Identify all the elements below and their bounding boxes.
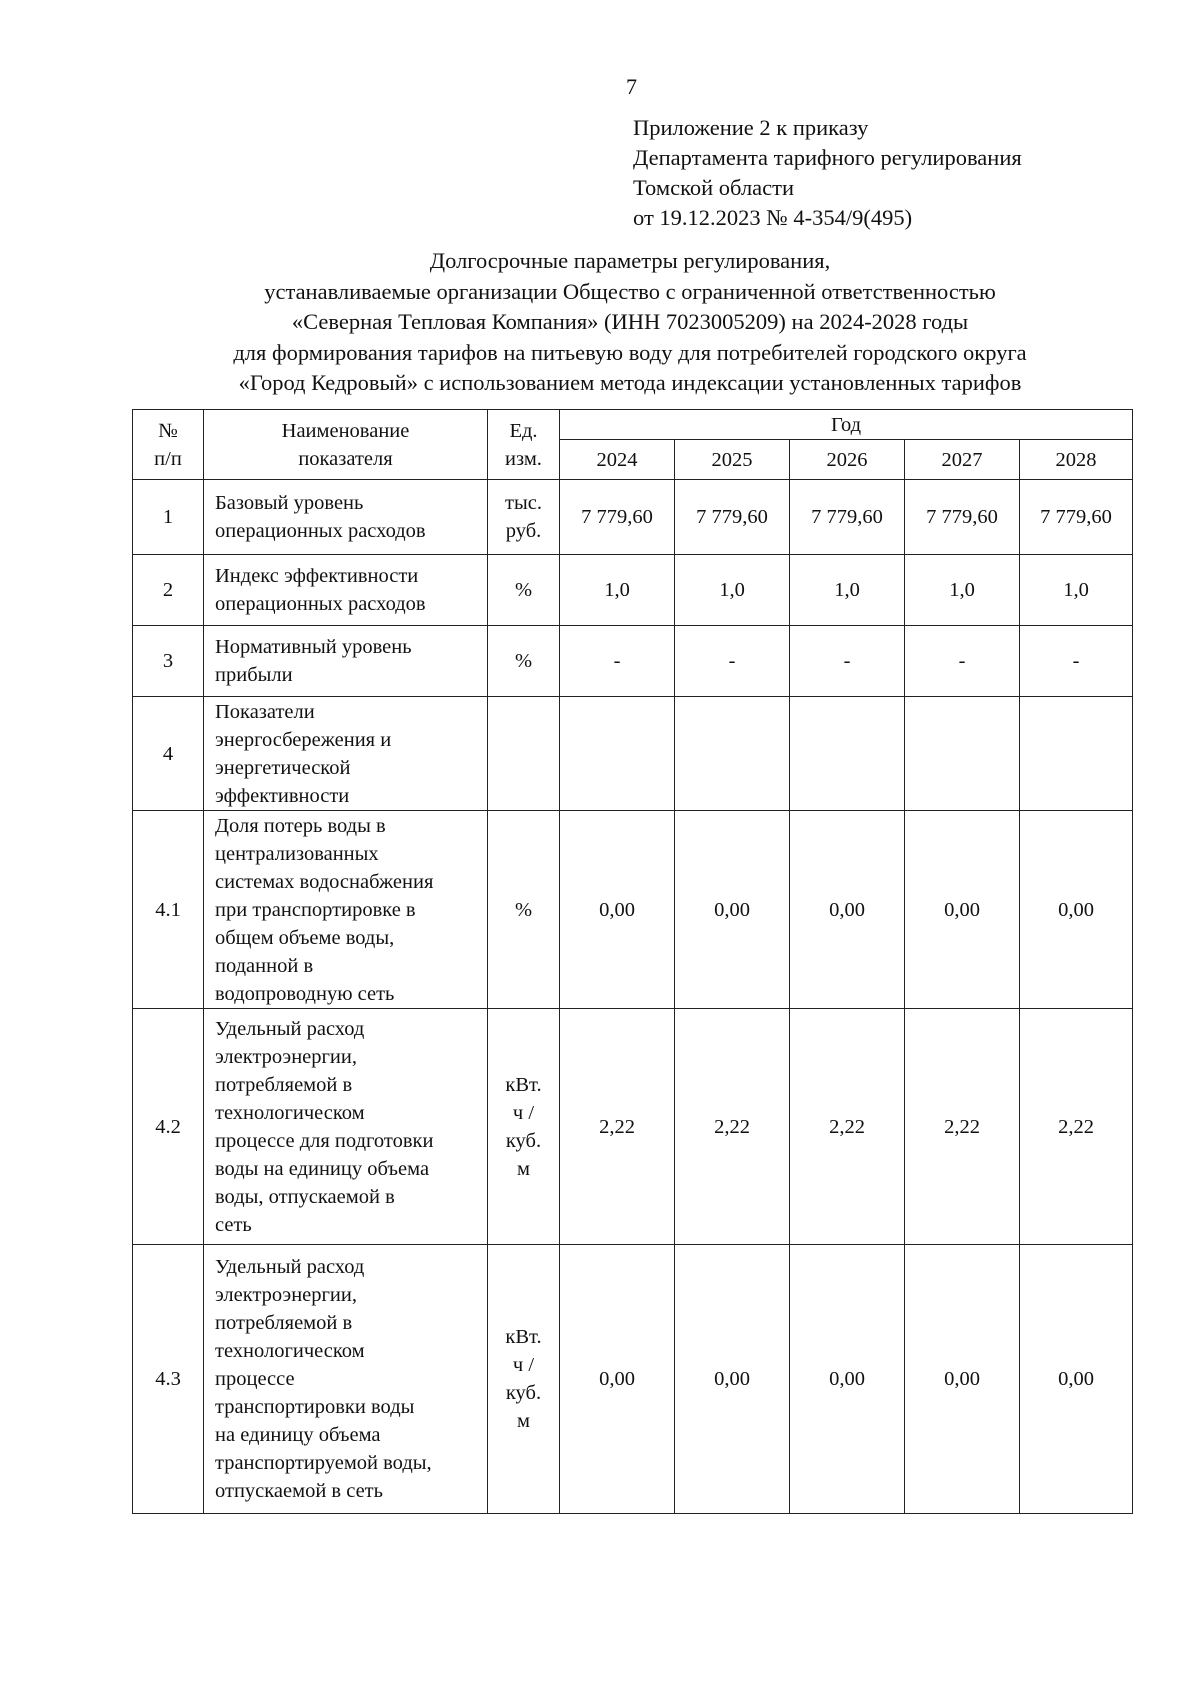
indicator-name-line: электроэнергии, <box>215 1284 357 1306</box>
value-cell <box>905 697 1020 811</box>
indicator-name <box>204 697 488 811</box>
value-cell: 1,0 <box>675 555 790 626</box>
value-cell: 2,22 <box>1020 1009 1133 1245</box>
unit-line: куб. <box>505 1129 542 1152</box>
row-number: 4.3 <box>133 1245 204 1514</box>
unit-line: куб. <box>505 1382 542 1404</box>
indicator-name-line: операционных расходов <box>215 520 426 542</box>
header-unit <box>488 410 560 480</box>
unit-line: тыс. <box>505 492 542 514</box>
value-cell: - <box>905 626 1020 697</box>
value-cell: 0,00 <box>790 811 905 1009</box>
indicator-name-line: Нормативный уровень <box>215 636 412 658</box>
unit-cell <box>488 1245 560 1514</box>
header-name <box>204 410 488 480</box>
indicator-name-line: на единицу объема <box>215 1424 381 1446</box>
indicator-name-line: процессе для подготовки <box>215 1129 434 1152</box>
indicator-name-line: централизованных <box>215 842 379 865</box>
row-number: 4 <box>133 697 204 811</box>
header-year: 2027 <box>905 440 1020 480</box>
table-row <box>133 1009 1133 1245</box>
indicator-name-line: Показатели <box>215 700 315 723</box>
indicator-name-line: эффективности <box>215 784 350 807</box>
indicator-name-line: энергетической <box>215 756 351 779</box>
table-row <box>133 626 1133 697</box>
unit-line: % <box>514 898 533 921</box>
value-cell: 7 779,60 <box>560 480 675 555</box>
indicator-name-line: операционных расходов <box>215 593 426 615</box>
indicator-name <box>204 555 488 626</box>
header-unit-line: изм. <box>505 447 542 470</box>
value-cell <box>1020 697 1133 811</box>
indicator-name <box>204 1009 488 1245</box>
unit-cell <box>488 811 560 1009</box>
indicator-name-line: воды на единицу объема <box>215 1157 430 1180</box>
title-line: для формирования тарифов на питьевую воду для потребителей городского округа <box>233 339 1027 365</box>
value-cell: 0,00 <box>905 1245 1020 1514</box>
value-cell: 0,00 <box>560 1245 675 1514</box>
row-number: 4.1 <box>133 811 204 1009</box>
header-name-line: Наименование <box>281 419 410 442</box>
value-cell: 0,00 <box>1020 811 1133 1009</box>
indicator-name-line: сеть <box>215 1213 252 1236</box>
value-cell: 2,22 <box>560 1009 675 1245</box>
indicator-name-line: энергосбережения и <box>215 728 392 751</box>
indicator-name-line: транспортировки воды <box>215 1396 415 1418</box>
header-year: 2028 <box>1020 440 1133 480</box>
document-title <box>120 246 1140 399</box>
unit-cell <box>488 626 560 697</box>
value-cell: 2,22 <box>675 1009 790 1245</box>
indicator-name-line: отпускаемой в сеть <box>215 1480 383 1502</box>
unit-line: ч / <box>512 1101 535 1124</box>
unit-line: ч / <box>512 1354 535 1376</box>
indicator-name-line: поданной в <box>215 954 314 977</box>
indicator-name <box>204 811 488 1009</box>
indicator-name <box>204 1245 488 1514</box>
value-cell: 1,0 <box>1020 555 1133 626</box>
unit-line: % <box>514 650 533 672</box>
table-row <box>133 555 1133 626</box>
indicator-name-line: потребляемой в <box>215 1073 353 1096</box>
value-cell: 7 779,60 <box>1020 480 1133 555</box>
appendix-line: от 19.12.2023 № 4-354/9(495) <box>633 205 913 230</box>
indicator-name-line: при транспортировке в <box>215 898 416 921</box>
header-num <box>133 410 204 480</box>
value-cell: 0,00 <box>905 811 1020 1009</box>
value-cell: 0,00 <box>560 811 675 1009</box>
title-line: «Северная Тепловая Компания» (ИНН 7023005209) на 2024-2028 годы <box>291 309 969 334</box>
header-name-line: показателя <box>298 447 393 470</box>
row-number: 4.2 <box>133 1009 204 1245</box>
table-body <box>133 480 1133 1514</box>
value-cell: 1,0 <box>560 555 675 626</box>
indicator-name <box>204 626 488 697</box>
unit-cell <box>488 555 560 626</box>
value-cell: 0,00 <box>790 1245 905 1514</box>
header-num-line: № <box>158 419 178 442</box>
value-cell <box>790 697 905 811</box>
unit-cell <box>488 697 560 811</box>
indicator-name-line: технологическом <box>215 1101 365 1124</box>
appendix-line: Департамента тарифного регулирования <box>633 145 1022 170</box>
header-year: 2025 <box>675 440 790 480</box>
header-year: 2026 <box>790 440 905 480</box>
unit-cell <box>488 480 560 555</box>
value-cell: 0,00 <box>675 811 790 1009</box>
value-cell: - <box>1020 626 1133 697</box>
header-year-group: Год <box>560 410 1133 440</box>
value-cell: 2,22 <box>905 1009 1020 1245</box>
parameters-table <box>132 409 1133 1514</box>
unit-cell <box>488 1009 560 1245</box>
row-number: 3 <box>133 626 204 697</box>
indicator-name-line: воды, отпускаемой в <box>215 1185 395 1208</box>
appendix-line: Приложение 2 к приказу <box>633 115 869 140</box>
appendix-header <box>633 113 1022 233</box>
unit-line: м <box>517 1157 530 1180</box>
indicator-name-line: потребляемой в <box>215 1312 353 1334</box>
value-cell: - <box>790 626 905 697</box>
value-cell: 2,22 <box>790 1009 905 1245</box>
row-number: 1 <box>133 480 204 555</box>
value-cell: - <box>560 626 675 697</box>
table-row <box>133 1245 1133 1514</box>
table-row <box>133 480 1133 555</box>
value-cell: 1,0 <box>790 555 905 626</box>
value-cell <box>560 697 675 811</box>
value-cell: 0,00 <box>675 1245 790 1514</box>
title-line: устанавливаемые организации Общество с ограниченной ответственностью <box>264 278 996 304</box>
unit-line: кВт. <box>505 1073 542 1096</box>
indicator-name-line: прибыли <box>215 664 293 686</box>
indicator-name-line: Индекс эффективности <box>215 565 419 587</box>
indicator-name-line: водопроводную сеть <box>215 982 395 1005</box>
value-cell: 1,0 <box>905 555 1020 626</box>
title-line: Долгосрочные параметры регулирования, <box>429 248 831 273</box>
appendix-line: Томской области <box>633 175 795 200</box>
unit-line: % <box>514 579 533 601</box>
indicator-name-line: Удельный расход <box>215 1017 365 1040</box>
row-number: 2 <box>133 555 204 626</box>
indicator-name-line: Доля потерь воды в <box>215 814 386 837</box>
indicator-name-line: технологическом <box>215 1340 365 1362</box>
indicator-name-line: Удельный расход <box>215 1256 365 1278</box>
indicator-name-line: общем объеме воды, <box>215 926 395 949</box>
header-unit-line: Ед. <box>509 419 538 442</box>
indicator-name <box>204 480 488 555</box>
value-cell: - <box>675 626 790 697</box>
page-number: 7 <box>626 74 637 99</box>
value-cell: 0,00 <box>1020 1245 1133 1514</box>
indicator-name-line: Базовый уровень <box>215 492 364 514</box>
unit-line: руб. <box>505 520 542 542</box>
unit-line: кВт. <box>505 1326 542 1348</box>
title-line: «Город Кедровый» с использованием метода индексации установленных тарифов <box>238 370 1022 395</box>
header-num-line: п/п <box>154 447 182 470</box>
value-cell: 7 779,60 <box>905 480 1020 555</box>
indicator-name-line: транспортируемой воды, <box>215 1452 432 1474</box>
header-year: 2024 <box>560 440 675 480</box>
table-row <box>133 697 1133 811</box>
value-cell <box>675 697 790 811</box>
table-row <box>133 811 1133 1009</box>
unit-line: м <box>517 1410 530 1432</box>
indicator-name-line: системах водоснабжения <box>215 870 434 893</box>
indicator-name-line: процессе <box>215 1368 295 1390</box>
indicator-name-line: электроэнергии, <box>215 1045 357 1068</box>
value-cell: 7 779,60 <box>675 480 790 555</box>
value-cell: 7 779,60 <box>790 480 905 555</box>
